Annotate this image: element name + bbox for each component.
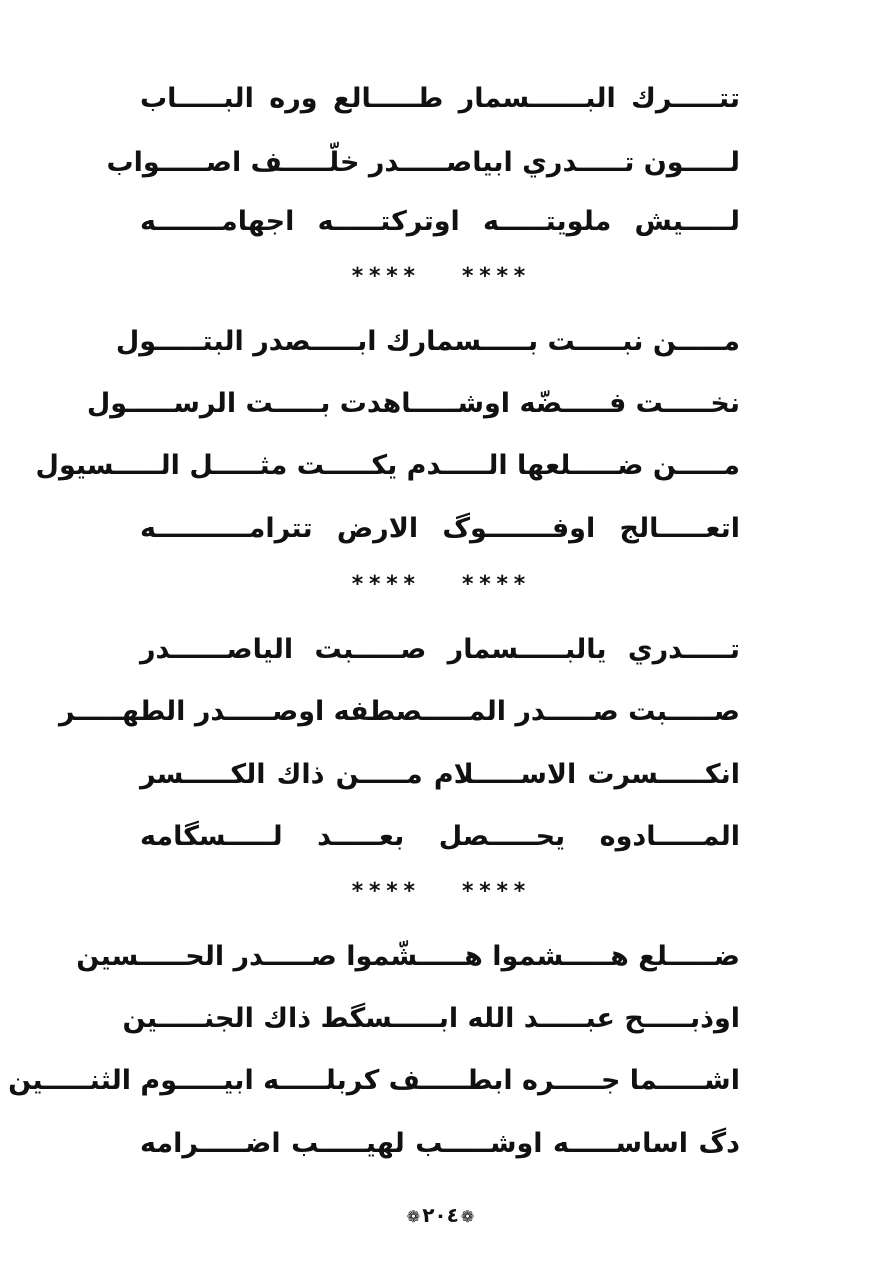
poem-line: مـــــن نبـــــت بـــــسمارك ابـــــصدر البتـــــول: [115, 326, 740, 357]
page-number-text: ٢٠٤: [422, 1203, 459, 1227]
poem-line: ضـــــلع هـــــشموا هـــــشّموا صـــــدر الحـــــسين: [76, 941, 740, 972]
poem-line: المـــــادوه يحـــــصل بعـــــد لـــــسگامه: [140, 821, 740, 852]
poem-line: دگ اساســـــه اوشـــــب لهيـــــب اضـــــرامه: [140, 1128, 740, 1159]
page-number: [0, 1197, 881, 1233]
poem-line: نخـــــت فـــــضّه اوشـــــاهدت بـــــت الرســـــول: [86, 388, 740, 419]
poem-line: تـــــدري يالبـــــسمار صـــــبت الياصــــــدر: [140, 634, 740, 665]
ornament-icon: ❁: [460, 1206, 475, 1226]
stanza-separator: **** ****: [350, 264, 531, 289]
poem-line: مـــــن ضـــــلعها الـــــدم يكـــــت مثـــــل الـــــسيول: [35, 450, 740, 481]
stanza-separator: **** ****: [350, 879, 531, 904]
poem-line: تتـــــرك البــــــسمار طـــــالع وره البـــــاب: [140, 83, 740, 114]
poem-line: لـــــون تـــــدري ابياصـــــدر خلّـــــف اصـــــواب: [106, 147, 740, 178]
stanza-separator: **** ****: [350, 572, 531, 597]
poem-line: صـــــبت صـــــدر المـــــصطفه اوصـــــدر الطهـــــر: [58, 696, 740, 727]
poem-line: انكـــــسرت الاســـــلام مـــــن ذاك الكـــــسر: [140, 759, 740, 790]
ornament-icon: ❁: [406, 1206, 421, 1226]
poem-line: اتعـــــالج اوفـــــــوگ الارض تترامــــــــــه: [140, 513, 740, 544]
poem-line: اشـــــما جـــــره ابطـــــف كربلـــــه ابيـــــوم الثنـــــين: [8, 1065, 740, 1096]
poem-line: لـــــيش ملويتـــــه اوتركتـــــه اجهامـــــــه: [140, 206, 740, 237]
poem-line: اوذبـــــح عبـــــد الله ابـــــسگط ذاك الجنـــــين: [122, 1003, 740, 1034]
